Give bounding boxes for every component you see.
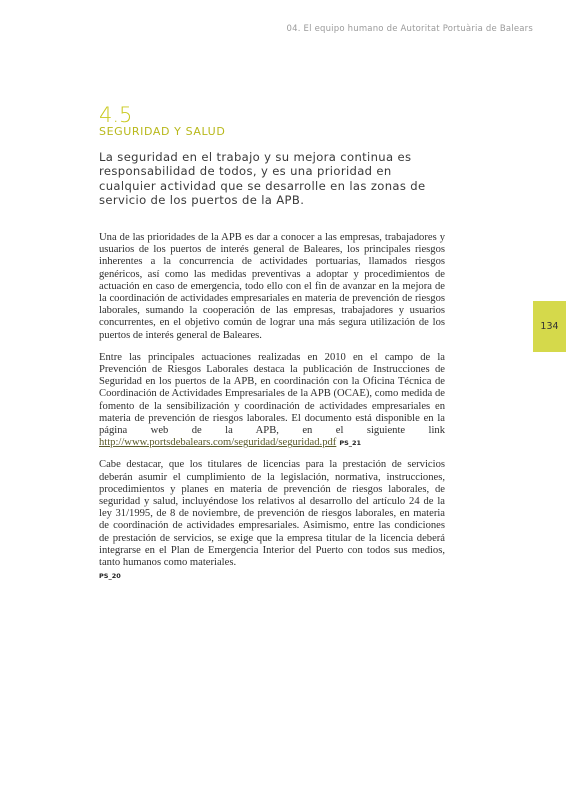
reference-code-ps20: PS_20	[99, 572, 121, 581]
lead-paragraph: La seguridad en el trabajo y su mejora continua es responsabilidad de todos, y es una prioridad en cualquier actividad que se desarrolle en las zonas de servicio de los puertos de la APB.	[99, 150, 426, 207]
paragraph-2	[99, 352, 445, 450]
seguridad-pdf-link[interactable]: http://www.portsdebalears.com/seguridad/seguridad.pdf	[99, 437, 337, 449]
paragraph-3-text: Cabe destacar, que los titulares de licencias para la prestación de servicios deberán asumir el cumplimiento de la legislación, normativa, instrucciones, procedimientos y planes en materia de prevención de riesgos laborales, de seguridad y salud, incluyéndose los relativos al desarrollo del artículo 24 de la ley 31/1995, de 8 de noviembre, de prevención de riesgos laborales, en materia de coordinación de actividades empresariales. Asimismo, entre las condiciones de prestación de servicios, se exige que la empresa titular de la licencia deberá integrarse en el Plan de Emergencia Interior del Puerto con todos sus medios, tanto humanos como materiales.	[99, 459, 445, 569]
page-number: 134	[540, 321, 559, 332]
paragraph-2-text: Entre las principales actuaciones realizadas en 2010 en el campo de la Prevención de Riesgos Laborales destaca la publicación de Instrucciones de Seguridad en los puertos de la APB, en coordinación con la Oficina Técnica de Coordinación de Actividades Empresariales de la APB (OCAE), como medida de fomento de la sensibilización y coordinación de actividades empresariales en materia de prevención de riesgos laborales. El documento está disponible en la página web de la APB, en el siguiente link	[99, 351, 445, 437]
body-text	[99, 232, 445, 592]
reference-code-ps21: PS_21	[339, 439, 362, 448]
page-number-tab	[533, 301, 566, 352]
paragraph-1: Una de las prioridades de la APB es dar a conocer a las empresas, trabajadores y usuarios de los puertos de interés general de Baleares, los principales riesgos inherentes a la concurrencia de actividades portuarias, llamados riesgos genéricos, así como las medidas preventivas a adoptar y procedimientos de actuación en caso de emergencia, todo ello con el fin de avanzar en la mejora de la coordinación de actividades empresariales en materia de prevención de riesgos laborales, sumando la cooperación de las empresas, trabajadores y usuarios concurrentes, en el objetivo común de lograr una más segura utilización de los puertos de interés general de Baleares.	[99, 232, 445, 341]
section-number: 4.5	[99, 103, 133, 127]
section-title: SEGURIDAD Y SALUD	[99, 125, 226, 138]
running-header: 04. El equipo humano de Autoritat Portuària de Balears	[286, 24, 533, 34]
paragraph-3	[99, 459, 445, 582]
